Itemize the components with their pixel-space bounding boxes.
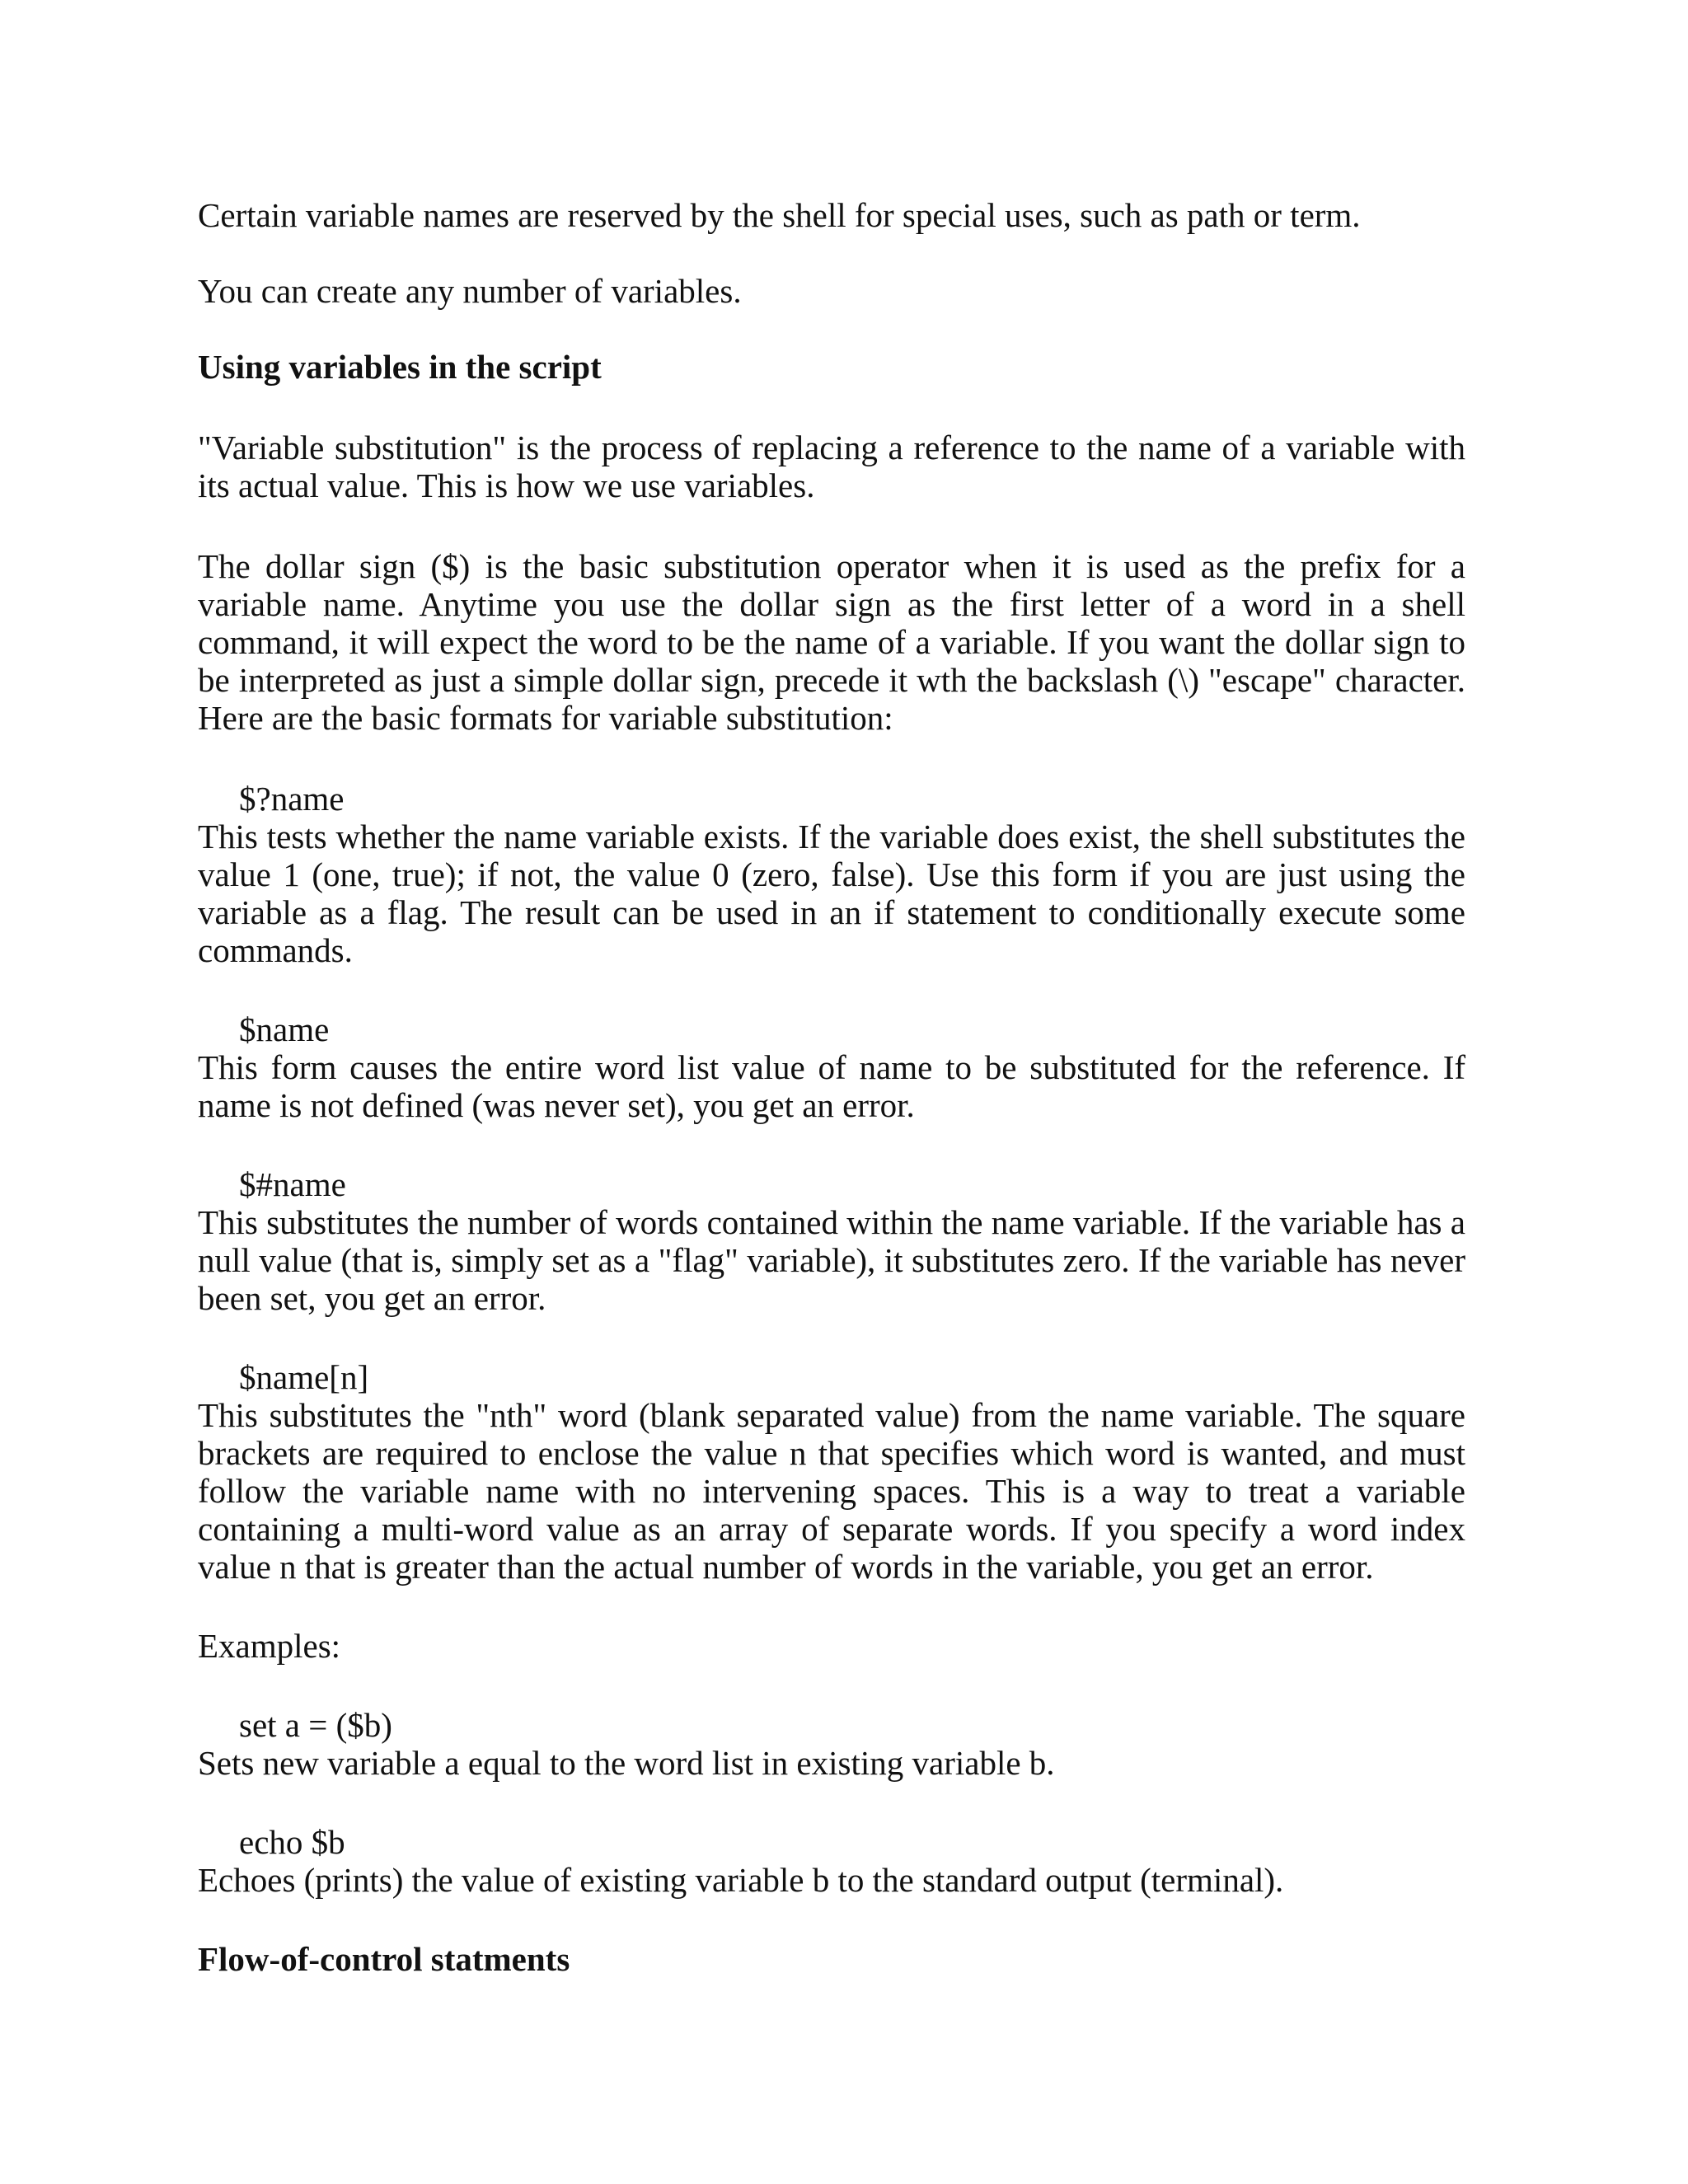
variable-substitution-paragraph: "Variable substitution" is the process of replacing a reference to the name of a variable with its actual value. This is how we use variables. [198, 429, 1465, 504]
format-entry-exists [198, 780, 1465, 969]
examples-label: Examples: [198, 1627, 341, 1665]
reserved-names-paragraph: Certain variable names are reserved by the shell for special uses, such as path or term. [198, 196, 1361, 234]
example-description: Sets new variable a equal to the word list in existing variable b. [198, 1744, 1055, 1782]
example-code: echo $b [239, 1823, 345, 1861]
format-syntax: $name[n] [239, 1358, 369, 1396]
using-variables-heading: Using variables in the script [198, 348, 602, 386]
format-entry-index [198, 1358, 1465, 1586]
format-syntax: $?name [239, 780, 345, 818]
format-syntax: $name [239, 1010, 330, 1048]
format-description: This substitutes the number of words contained within the name variable. If the variable has a null value (that is, simply set as a "flag" variable), it substitutes zero. If the variable has never been set, you get an error. [198, 1203, 1465, 1317]
format-description: This tests whether the name variable exists. If the variable does exist, the shell substitutes the value 1 (one, true); if not, the value 0 (zero, false). Use this form if you are just using the variable as a flag. The result can be used in an if statement to conditionally execute some commands. [198, 818, 1465, 969]
example-entry-set [198, 1706, 1465, 1782]
flow-of-control-heading: Flow-of-control statments [198, 1940, 570, 1978]
example-code: set a = ($b) [239, 1706, 392, 1744]
format-description: This form causes the entire word list value of name to be substituted for the reference. If name is not defined (was never set), you get an error. [198, 1048, 1465, 1124]
format-entry-value [198, 1010, 1465, 1124]
create-variables-paragraph: You can create any number of variables. [198, 272, 742, 310]
page-content [198, 196, 1465, 1978]
dollar-sign-paragraph: The dollar sign ($) is the basic substitution operator when it is used as the prefix for a variable name. Anytime you use the dollar sign as the first letter of a word in a shell command, it will expect the word to be the name of a variable. If you want the dollar sign to be interpreted as just a simple dollar sign, precede it wth the backslash (\) "escape" character. Here are the basic formats for variable substitution: [198, 547, 1465, 737]
example-description: Echoes (prints) the value of existing variable b to the standard output (terminal). [198, 1861, 1284, 1899]
format-description: This substitutes the "nth" word (blank separated value) from the name variable. The square brackets are required to enclose the value n that specifies which word is wanted, and must follow the variable name with no intervening spaces. This is a way to treat a variable containing a multi-word value as an array of separate words. If you specify a word index value n that is greater than the actual number of words in the variable, you get an error. [198, 1396, 1465, 1586]
format-syntax: $#name [239, 1165, 346, 1203]
example-entry-echo [198, 1823, 1465, 1899]
format-entry-count [198, 1165, 1465, 1317]
